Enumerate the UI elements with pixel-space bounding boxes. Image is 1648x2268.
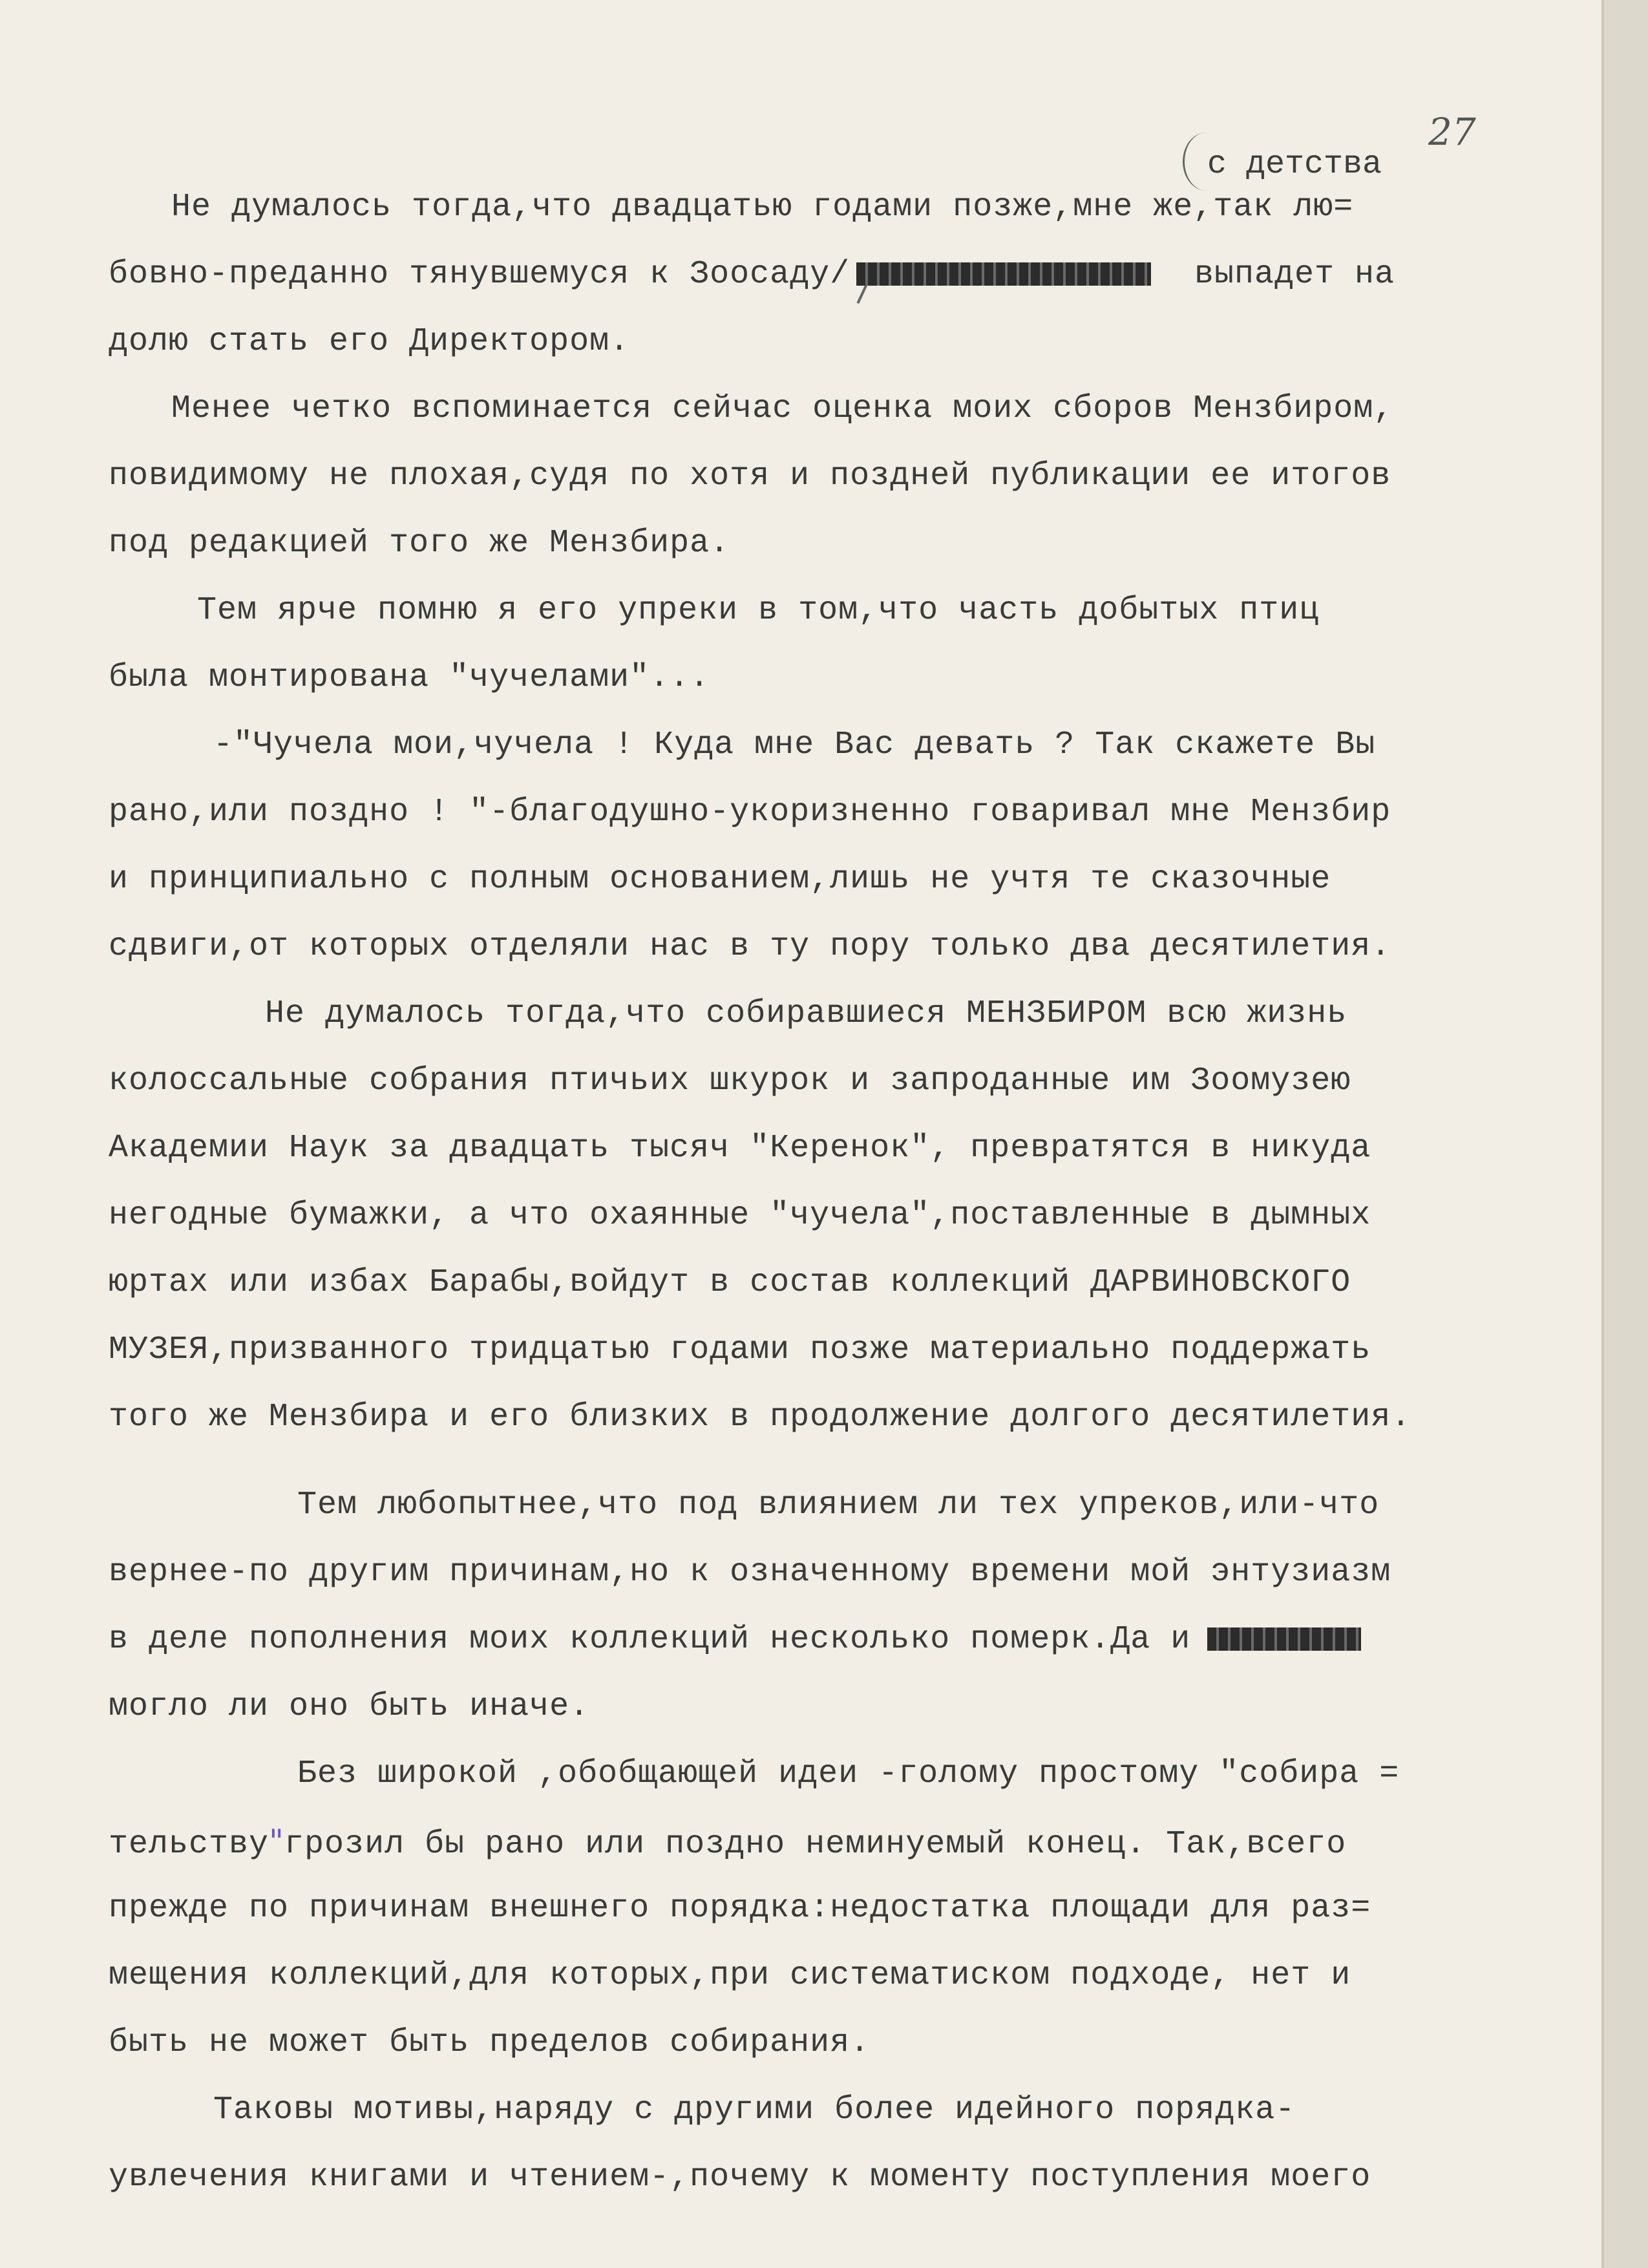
- handwritten-quote-mark: ": [269, 1823, 285, 1860]
- text-line: быть не может быть пределов собирания.: [109, 2024, 871, 2061]
- page-edge-shadow: [1604, 0, 1648, 2268]
- struck-out-text: [1207, 1627, 1361, 1651]
- text-line: Тем любопытнее,что под влиянием ли тех упреков,или-что: [297, 1487, 1380, 1523]
- text-line: юртах или избах Барабы,войдут в состав коллекций ДАРВИНОВСКОГО: [109, 1264, 1351, 1301]
- text-line: -"Чучела мои,чучела ! Куда мне Вас девать ? Так скажете Вы: [213, 726, 1376, 763]
- text-line: [109, 1621, 1361, 1658]
- text-line: была монтирована "чучелами"...: [109, 659, 710, 696]
- struck-out-text: [856, 262, 1151, 286]
- text-line: увлечения книгами и чтением-,почему к моменту поступления моего: [109, 2159, 1371, 2196]
- text-line: Тем ярче помню я его упреки в том,что часть добытых птиц: [197, 592, 1320, 629]
- text-line: долю стать его Директором.: [109, 323, 630, 360]
- text-line: сдвиги,от которых отделяли нас в ту пору только два десятилетия.: [109, 928, 1391, 965]
- text-line: и принципиально с полным основанием,лишь не учтя те сказочные: [109, 861, 1331, 898]
- text-line-fragment: в деле пополнения моих коллекций несколько померк.Да и: [109, 1621, 1191, 1658]
- text-line: Не думалось тогда,что двадцатью годами позже,мне же,так лю=: [171, 189, 1354, 226]
- text-line: МУЗЕЯ,призванного тридцатью годами позже материально поддержать: [109, 1331, 1371, 1368]
- text-line: Таковы мотивы,наряду с другими более идейного порядка-: [213, 2092, 1296, 2128]
- text-line: Менее четко вспоминается сейчас оценка моих сборов Мензбиром,: [171, 390, 1394, 427]
- text-line: под редакцией того же Мензбира.: [109, 525, 730, 562]
- text-line: повидимому не плохая,судя по хотя и поздней публикации ее итогов: [109, 458, 1391, 494]
- handwritten-insertion: с детства: [1207, 146, 1382, 183]
- text-line: Академии Наук за двадцать тысяч "Керенок", превратятся в никуда: [109, 1130, 1371, 1167]
- text-line: колоссальные собрания птичьих шкурок и запроданные им Зоомузею: [109, 1063, 1351, 1099]
- page-number: 27: [1428, 110, 1476, 154]
- text-line: рано,или поздно ! "-благодушно-укоризненно говаривал мне Мензбир: [109, 794, 1391, 831]
- text-line: Без широкой ,обобщающей идеи -голому простому "собира =: [297, 1755, 1400, 1792]
- text-line: того же Мензбира и его близких в продолжение долгого десятилетия.: [109, 1399, 1411, 1436]
- text-line: прежде по причинам внешнего порядка:недостатка площади для раз=: [109, 1890, 1371, 1927]
- text-line: могло ли оно быть иначе.: [109, 1688, 590, 1725]
- text-line: мещения коллекций,для которых,при систематиском подходе, нет и: [109, 1957, 1351, 1994]
- text-line: [109, 256, 1151, 293]
- text-line-fragment: грозил бы рано или поздно неминуемый конец. Так,всего: [284, 1826, 1347, 1863]
- text-line: вернее-по другим причинам,но к означенному времени мой энтузиазм: [109, 1554, 1391, 1591]
- text-line: [109, 1825, 1346, 1861]
- text-line: негодные бумажки, а что охаянные "чучела",поставленные в дымных: [109, 1197, 1371, 1234]
- text-line: Не думалось тогда,что собиравшиеся МЕНЗБИРОМ всю жизнь: [265, 995, 1347, 1032]
- text-line-fragment: тельству: [109, 1826, 269, 1863]
- text-line-end: выпадет на: [1194, 256, 1395, 293]
- text-line-fragment: бовно-преданно тянувшемуся к Зоосаду/: [109, 256, 850, 293]
